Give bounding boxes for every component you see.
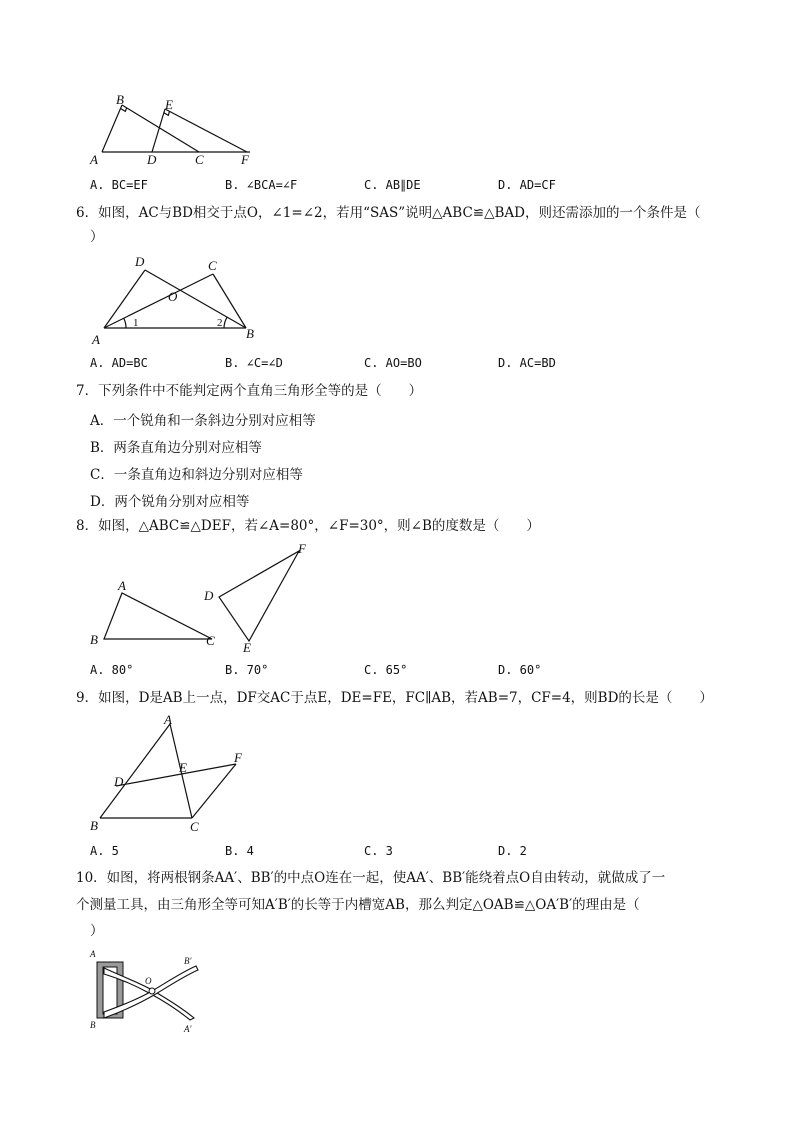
q8-stem: 8．如图，△ABC≌△DEF，若∠A=80°，∠F=30°，则∠B的度数是（ ） (76, 518, 540, 534)
label-a: A (164, 712, 172, 727)
line-ef (165, 109, 247, 152)
q5-option-c[interactable]: C. AB∥DE (364, 178, 421, 192)
q9-option-d[interactable]: D. 2 (498, 844, 527, 858)
label-c: C (206, 633, 215, 648)
line-cf (192, 764, 236, 818)
triangle-abc (104, 593, 212, 639)
q8-option-d[interactable]: D. 60° (498, 663, 542, 677)
figure-q5 (84, 92, 264, 170)
label-a: A (118, 578, 126, 593)
label-d: D (135, 254, 145, 269)
q7-stem: 7．下列条件中不能判定两个直角三角形全等的是（ ） (76, 383, 423, 399)
line-db (145, 270, 246, 328)
label-e: E (179, 760, 187, 775)
q10-stem-line3: ） (90, 923, 104, 939)
q6-option-a[interactable]: A. AD=BC (90, 356, 148, 370)
line-df (116, 764, 236, 786)
q5-option-d[interactable]: D. AD=CF (498, 178, 556, 192)
q6-option-b[interactable]: B. ∠C=∠D (225, 356, 283, 370)
q8-option-c[interactable]: C. 65° (364, 663, 408, 677)
label-b: B (246, 326, 254, 341)
q10-stem-line1: 10．如图，将两根钢条AA′、BB′的中点O连在一起，使AA′、BB′能绕着点O自由转动，就做成了一 (76, 870, 666, 886)
label-b-prime: B′ (184, 956, 192, 966)
q7-option-a[interactable]: A．一个锐角和一条斜边分别对应相等 (90, 413, 316, 429)
angle-1-arc (124, 318, 126, 328)
figure-q9 (86, 712, 256, 836)
label-b: B (90, 1020, 96, 1030)
q6-stem-line1: 6．如图，AC与BD相交于点O，∠1=∠2，若用“SAS”说明△ABC≌△BAD，则还需添加的一个条件是（ (76, 205, 701, 221)
label-a: A (90, 152, 98, 167)
figure-q8 (86, 540, 326, 656)
label-d: D (204, 588, 214, 603)
label-d: D (114, 774, 124, 789)
q7-option-b[interactable]: B．两条直角边分别对应相等 (90, 440, 262, 456)
label-a: A (90, 949, 96, 959)
triangle-def (219, 551, 299, 641)
q9-option-a[interactable]: A. 5 (90, 844, 119, 858)
figure-q10 (86, 948, 216, 1034)
label-b: B (116, 92, 124, 107)
label-b: B (90, 818, 98, 833)
q5-option-b[interactable]: B. ∠BCA=∠F (225, 178, 298, 192)
q9-option-c[interactable]: C. 3 (364, 844, 393, 858)
q8-option-b[interactable]: B. 70° (225, 663, 269, 677)
label-c: C (190, 819, 199, 834)
pivot-o (149, 988, 155, 994)
label-c: C (195, 152, 204, 167)
label-f: F (234, 750, 242, 765)
angle-2-arc (224, 317, 227, 328)
label-e: E (165, 97, 173, 112)
line-ab (102, 105, 122, 152)
label-f: F (241, 152, 249, 167)
line-ac (104, 274, 213, 328)
q7-option-c[interactable]: C．一条直角边和斜边分别对应相等 (90, 467, 303, 483)
label-c: C (208, 258, 217, 273)
label-a: A (92, 332, 100, 347)
q6-option-c[interactable]: C. AO=BO (364, 356, 422, 370)
label-f: F (298, 541, 306, 556)
q5-option-a[interactable]: A. BC=EF (90, 178, 148, 192)
label-o: O (145, 976, 152, 986)
label-o: O (168, 289, 178, 304)
right-angle-b (121, 108, 127, 112)
q8-option-a[interactable]: A. 80° (90, 663, 134, 677)
figure-q6 (86, 254, 266, 348)
label-e: E (243, 640, 251, 655)
label-a-prime: A′ (184, 1024, 192, 1034)
q6-option-d[interactable]: D. AC=BD (498, 356, 556, 370)
q9-stem: 9．如图，D是AB上一点，DF交AC于点E，DE=FE，FC∥AB，若AB=7，CF=4，则BD的长是（ ） (76, 690, 713, 706)
right-angle-e (164, 112, 170, 116)
line-bc (122, 105, 199, 152)
label-b: B (90, 632, 98, 647)
label-d: D (147, 152, 157, 167)
label-angle-2: 2 (217, 317, 223, 329)
label-angle-1: 1 (133, 317, 139, 329)
q7-option-d[interactable]: D．两个锐角分别对应相等 (90, 494, 250, 510)
line-ab (100, 724, 170, 818)
q9-option-b[interactable]: B. 4 (225, 844, 254, 858)
q10-stem-line2: 个测量工具，由三角形全等可知A′B′的长等于内槽宽AB，那么判定△OAB≌△OA′B′的理由是（ (76, 897, 640, 913)
q6-stem-line2: ） (90, 229, 104, 245)
